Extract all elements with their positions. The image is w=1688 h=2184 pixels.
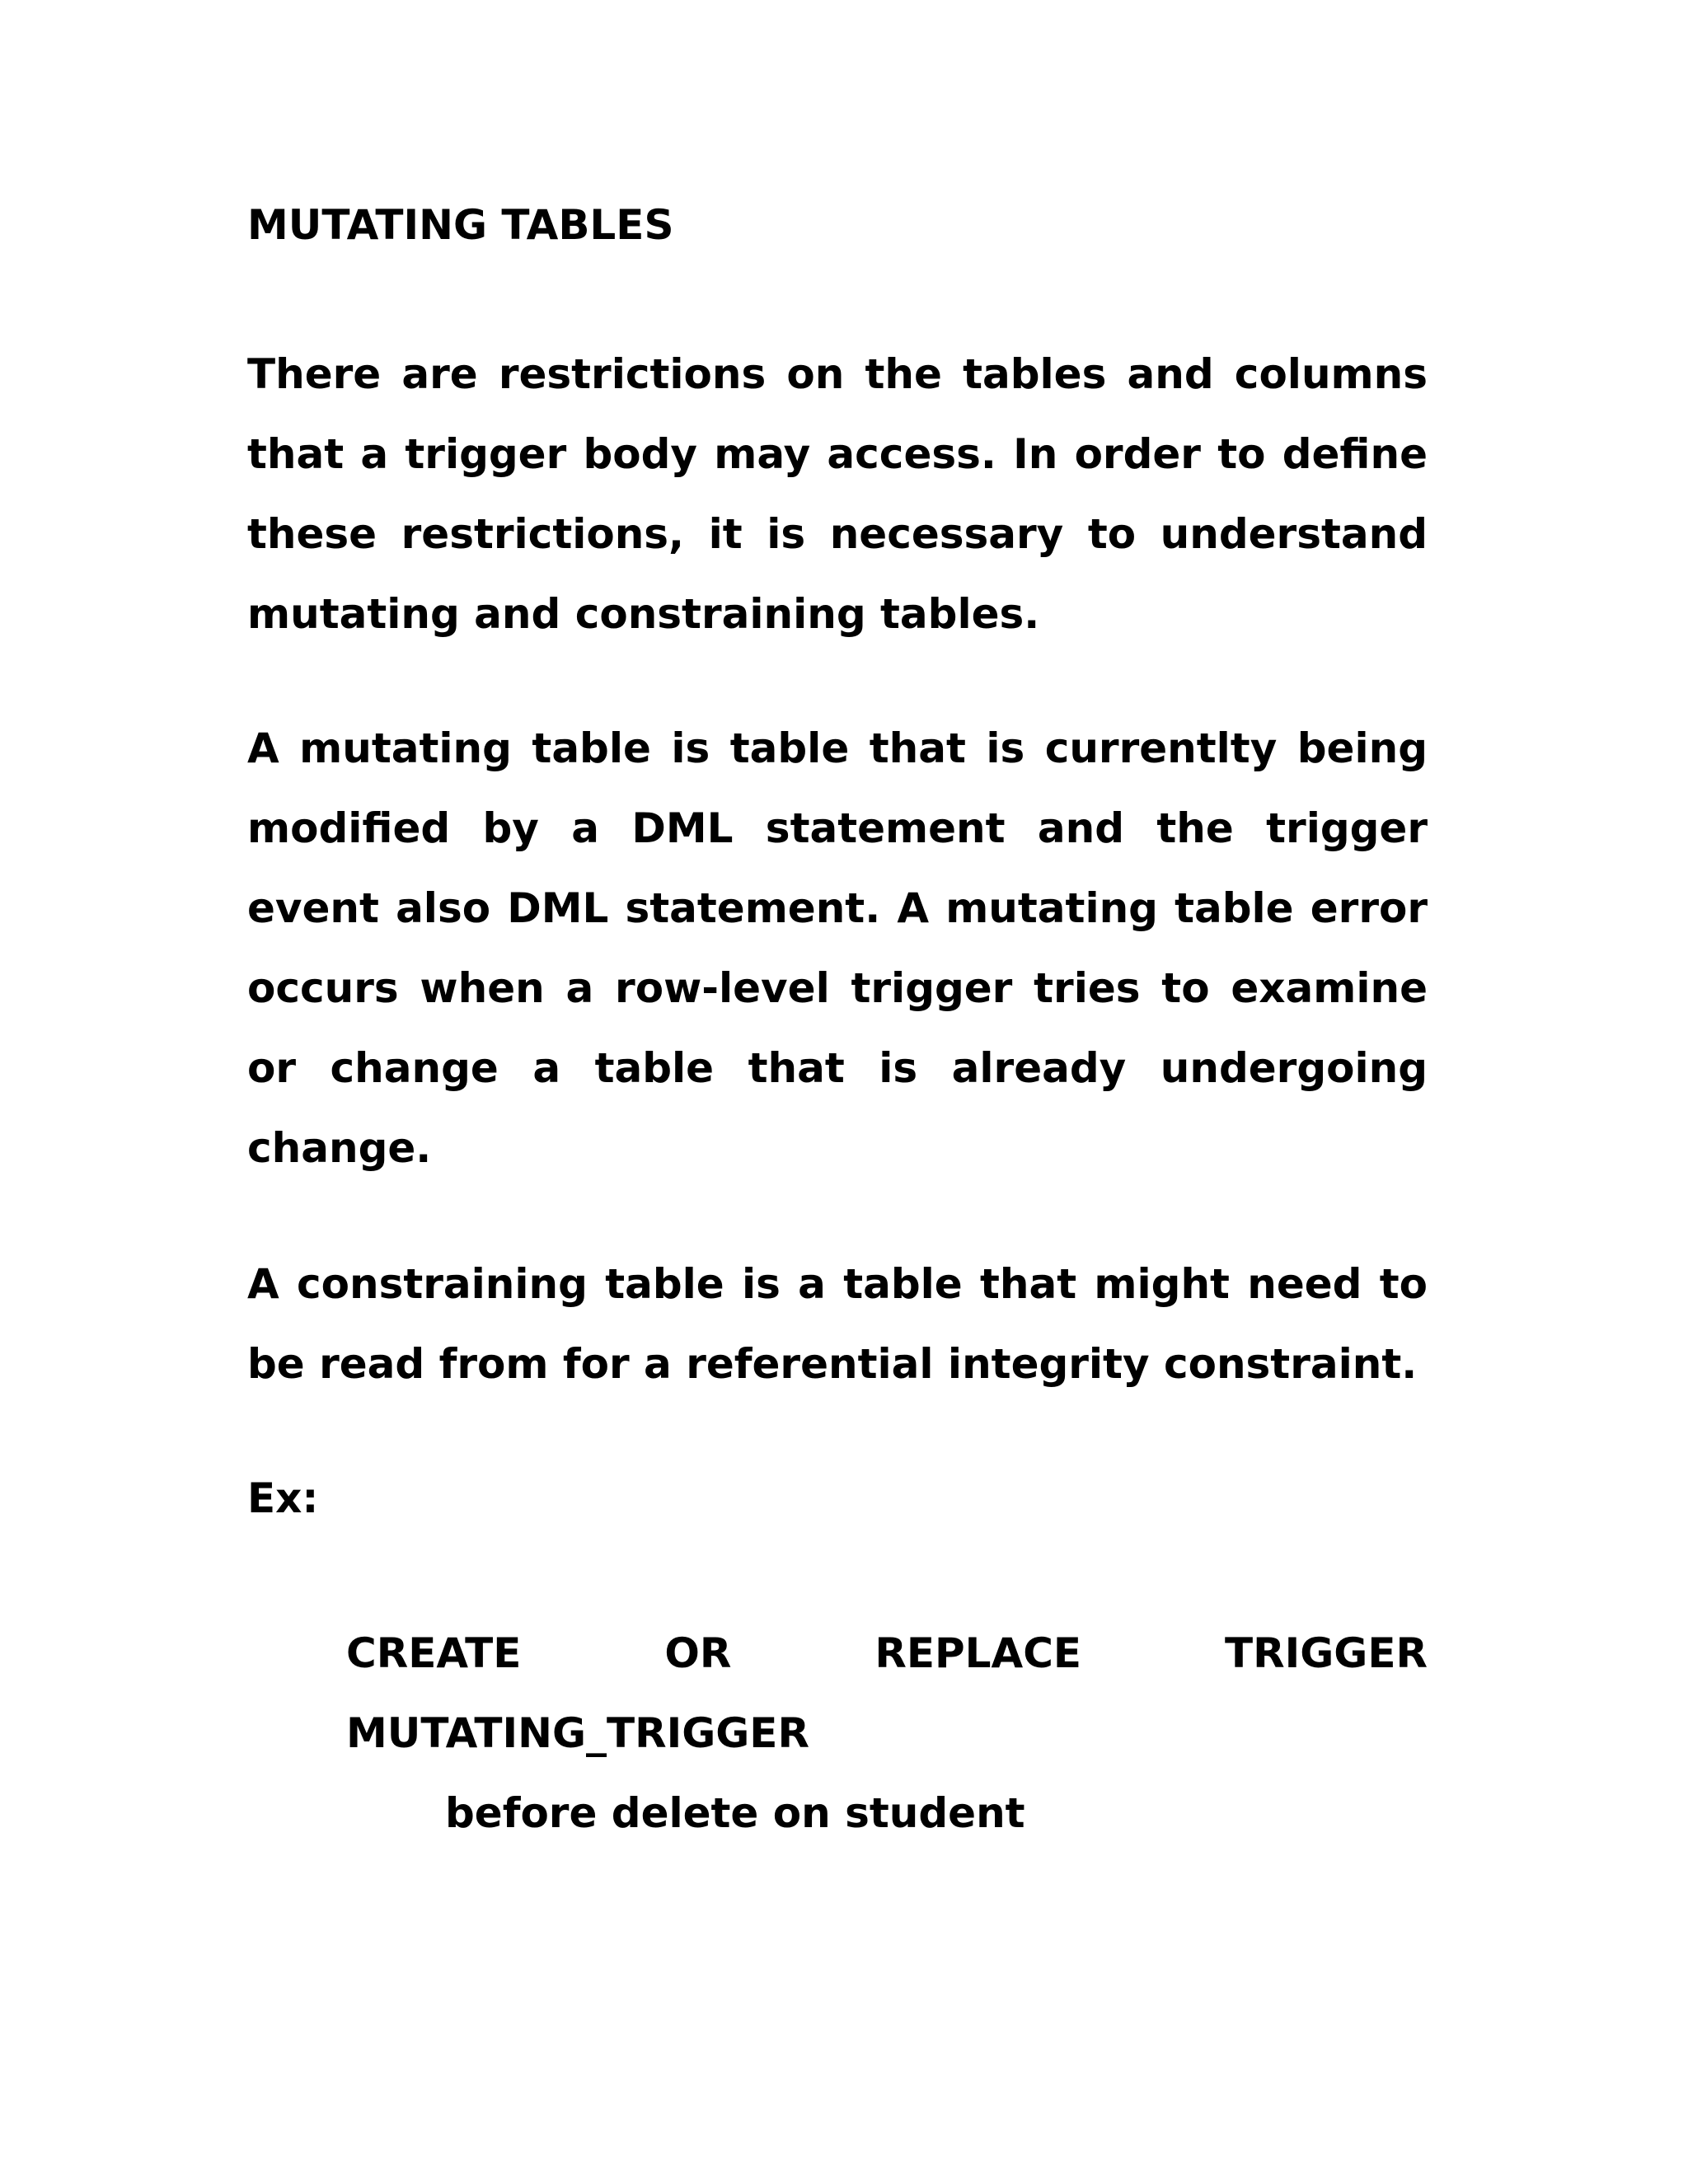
code-line-trigger-name: MUTATING_TRIGGER (346, 1709, 809, 1757)
document-body (247, 198, 1428, 1854)
code-example (346, 1614, 1428, 1854)
example-label: Ex: (247, 1474, 319, 1522)
paragraph-constraining-table: A constraining table is a table that might need to be read from for a referential integrity constraint. (247, 1260, 1428, 1388)
paragraph-mutating-table: A mutating table is table that is currentlty being modified by a DML statement and the trigger event also DML statement. A mutating table error occurs when a row-level trigger tries to examine or change a table that is already undergoing change. (247, 724, 1428, 1172)
page-title: MUTATING TABLES (247, 201, 674, 249)
code-line-before-delete: before delete on student (445, 1789, 1025, 1837)
code-line-create-trigger: CREATE OR REPLACE TRIGGER (346, 1629, 1428, 1677)
paragraph-restrictions: There are restrictions on the tables and columns that a trigger body may access. In order to define these restrictions, it is necessary to understand mutating and constraining tables. (247, 350, 1428, 638)
